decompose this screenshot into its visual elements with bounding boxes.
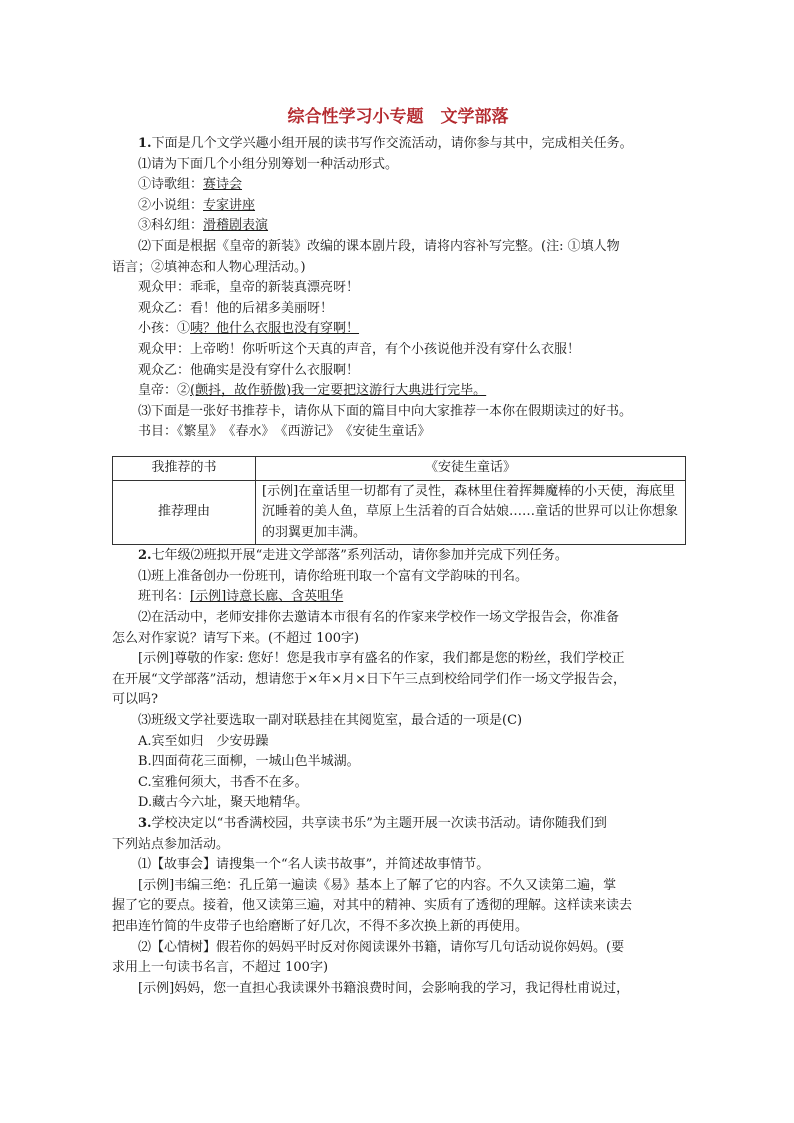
q3-answer1-line1: [示例]韦编三绝：孔丘第一遍读《易》基本上了解了它的内容。不久又读第二遍，掌 — [138, 877, 617, 893]
answer-text: 专家讲座 — [203, 197, 256, 213]
answer-text: 赛诗会 — [203, 177, 243, 193]
page-title: 综合性学习小专题 文学部落 — [287, 107, 509, 127]
table-cell: 《安徒生童话》 — [256, 456, 686, 480]
q2-part2-line1: ⑵在活动中，老师安排你去邀请本市很有名的作家来学校作一场文学报告会，你准备 — [138, 610, 620, 626]
book-recommendation-card — [112, 456, 686, 545]
q3-answer1-line3: 把串连竹简的牛皮带子也给磨断了好几次，不得不多次换上新的再使用。 — [112, 918, 529, 934]
script-line: 观众甲：乖乖，皇帝的新装真漂亮呀！ — [138, 280, 360, 296]
q1-group-poetry: ①诗歌组：赛诗会 — [138, 177, 243, 193]
script-line: 观众乙：他确实是没有穿什么衣服啊！ — [138, 362, 360, 378]
q1-stem: 1.下面是几个文学兴趣小组开展的读书写作交流活动，请你参与其中，完成相关任务。 — [138, 136, 633, 151]
q3-part2-line1: ⑵【心情树】假若你的妈妈平时反对你阅读课外书籍，请你写几句话动说你妈妈。(要 — [138, 939, 625, 955]
q2-part3: ⑶班级文学社要选取一副对联悬挂在其阅览室，最合适的一项是(C) — [138, 713, 523, 729]
script-line: 观众乙：看！他的后裙多美丽呀！ — [138, 300, 334, 316]
answer-text: 咦？他什么衣服也没有穿啊！ — [190, 321, 360, 337]
q1-part2-line1: ⑵下面是根据《皇帝的新装》改编的课本剧片段，请将内容补写完整。(注: ①填人物 — [138, 238, 620, 254]
q1-part2-line2: 语言；②填神态和人物心理活动。) — [112, 259, 306, 275]
q2-number: 2. — [138, 548, 152, 564]
option-d: D.藏古今六址，聚天地精华。 — [138, 795, 309, 811]
script-line: 皇帝：②(颤抖，故作骄傲)我一定要把这游行大典进行完毕。 — [138, 383, 487, 399]
script-line: 小孩：①咦？他什么衣服也没有穿啊！ — [138, 321, 360, 337]
q2-part1: ⑴班上准备创办一份班刊，请你给班刊取一个富有文学韵味的刊名。 — [138, 568, 529, 584]
q2-answer-line2: 在开展“文学部落”活动，想请您于×年×月×日下午三点到校给同学们作一场文学报告会， — [112, 671, 626, 687]
q3-answer2-line1: [示例]妈妈，您一直担心我读课外书籍浪费时间，会影响我的学习，我记得杜甫说过， — [138, 980, 630, 996]
q3-part2-line2: 求用上一句读书名言，不超过 100字) — [112, 960, 329, 976]
answer-text: [示例]诗意长廊、含英咀华 — [190, 589, 344, 605]
q3-stem-line1: 3.学校决定以“书香满校园，共享读书乐”为主题开展一次读书活动。请你随我们到 — [138, 816, 607, 831]
document-content — [112, 104, 684, 999]
q3-stem-line2: 下列站点参加活动。 — [112, 836, 230, 852]
q1-group-scifi: ③科幻组：滑稽剧表演 — [138, 218, 269, 234]
table-header: 推荐理由 — [113, 480, 256, 545]
script-line: 观众甲：上帝哟！你听听这个天真的声音，有个小孩说他并没有穿什么衣服！ — [138, 341, 581, 357]
q1-group-novel: ②小说组：专家讲座 — [138, 197, 256, 213]
table-header: 我推荐的书 — [113, 456, 256, 480]
q2-name-answer: 班刊名：[示例]诗意长廊、含英咀华 — [138, 589, 344, 605]
option-c: C.室雅何须大，书香不在多。 — [138, 774, 308, 790]
q3-part1: ⑴【故事会】请搜集一个“名人读书故事”，并简述故事情节。 — [138, 857, 490, 873]
table-row — [113, 456, 686, 480]
q1-part1: ⑴请为下面几个小组分别筹划一种活动形式。 — [138, 156, 399, 172]
q3-answer1-line2: 握了它的要点。接着，他又读第三遍，对其中的精神、实质有了透彻的理解。这样读来读去 — [112, 898, 633, 914]
q2-stem: 2.七年级⑵班拟开展“走进文学部落”系列活动，请你参加并完成下列任务。 — [138, 548, 568, 564]
answer-text: (颤抖，故作骄傲)我一定要把这游行大典进行完毕。 — [190, 383, 487, 399]
answer-text: 滑稽剧表演 — [203, 218, 269, 234]
option-b: B.四面荷花三面柳，一城山色半城湖。 — [138, 754, 360, 770]
q2-answer-line3: 可以吗? — [112, 692, 158, 708]
book-list: 书目：《繁星》 《春水》 《西游记》 《安徒生童话》 — [138, 424, 431, 440]
q3-number: 3. — [138, 816, 152, 831]
q2-answer-line1: [示例]尊敬的作家: 您好！您是我市享有盛名的作家，我们都是您的粉丝，我们学校正 — [138, 651, 625, 667]
table-row — [113, 480, 686, 545]
q1-number: 1. — [138, 136, 152, 151]
option-a: A.宾至如归 少安毋躁 — [138, 733, 269, 749]
table-cell: [示例]在童话里一切都有了灵性，森林里住着挥舞魔棒的小天使，海底里沉睡着的美人鱼，草原上生活着的百合姑娘……童话的世界可以让你想象的羽翼更加丰满。 — [256, 480, 686, 545]
q1-part3: ⑶下面是一张好书推荐卡，请你从下面的篇目中向大家推荐一本你在假期读过的好书。 — [138, 403, 633, 419]
q2-part2-line2: 怎么对作家说？请写下来。(不超过 100字) — [112, 630, 360, 646]
